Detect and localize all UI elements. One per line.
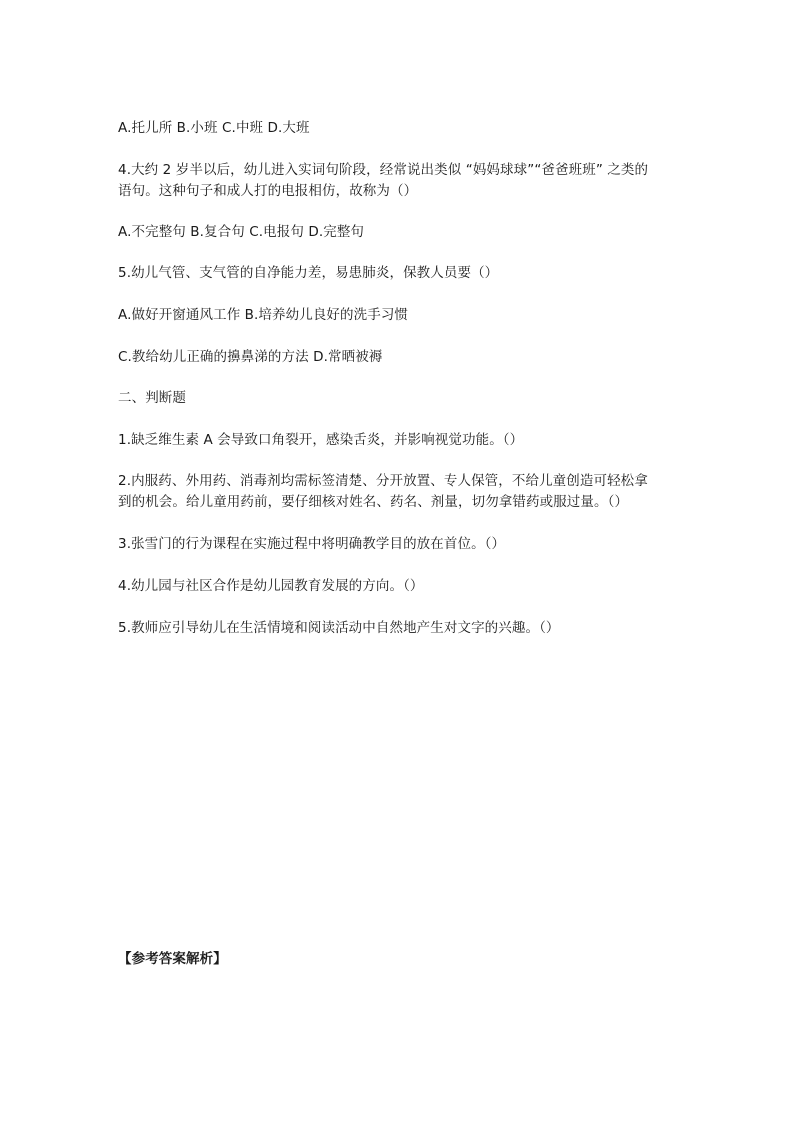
- q4-question-line2: 语句。这种句子和成人打的电报相仿，故称为（）: [118, 183, 418, 199]
- section-title-judgment: 二、判断题: [118, 390, 186, 406]
- q4-question-line1: 4.大约 2 岁半以后，幼儿进入实词句阶段，经常说出类似 “妈妈球球”“爸爸班班” 之类的: [118, 162, 649, 178]
- q4-options: A.不完整句 B.复合句 C.电报句 D.完整句: [118, 224, 365, 240]
- judgment-item-2-line1: 2.内服药、外用药、消毒剂均需标签清楚、分开放置、专人保管，不给儿童创造可轻松拿: [118, 473, 648, 489]
- judgment-item-1: 1.缺乏维生素 A 会导致口角裂开，感染舌炎，并影响视觉功能。（）: [118, 432, 524, 448]
- judgment-item-4: 4.幼儿园与社区合作是幼儿园教育发展的方向。（）: [118, 578, 424, 594]
- q3-options: A.托儿所 B.小班 C.中班 D.大班: [118, 120, 310, 136]
- q5-options-cd: C.教给幼儿正确的擤鼻涕的方法 D.常晒被褥: [118, 349, 383, 365]
- q5-question: 5.幼儿气管、支气管的自净能力差，易患肺炎，保教人员要（）: [118, 265, 499, 281]
- judgment-item-5: 5.教师应引导幼儿在生活情境和阅读活动中自然地产生对文字的兴趣。（）: [118, 620, 560, 636]
- judgment-item-2-line2: 到的机会。给儿童用药前，要仔细核对姓名、药名、剂量，切勿拿错药或服过量。（）: [118, 494, 629, 510]
- q5-options-ab: A.做好开窗通风工作 B.培养幼儿良好的洗手习惯: [118, 307, 409, 323]
- judgment-item-3: 3.张雪门的行为课程在实施过程中将明确教学目的放在首位。（）: [118, 536, 506, 552]
- answer-analysis-heading: 【参考答案解析】: [118, 951, 227, 967]
